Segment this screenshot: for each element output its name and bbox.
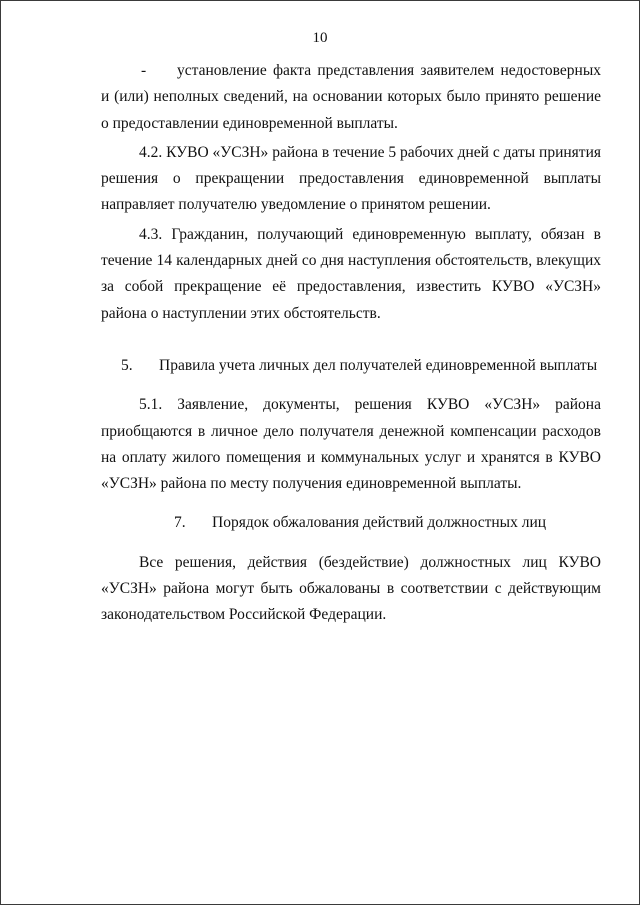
document-body — [101, 58, 601, 629]
section-7-title: Порядок обжалования действий должностных лиц — [212, 514, 547, 532]
section-5-heading — [101, 353, 601, 379]
paragraph-7-body: Все решения, действия (бездействие) должностных лиц КУВО «УСЗН» района могут быть обжалованы в соответствии с действующим законодательством Российской Федерации. — [101, 553, 601, 624]
section-5-title: Правила учета личных дел получателей единовременной выплаты — [159, 356, 598, 374]
paragraph-4-2: 4.2. КУВО «УСЗН» района в течение 5 рабочих дней с даты принятия решения о прекращении предоставления единовременной выплаты направляет получателю уведомление о принятом решении. — [101, 143, 601, 214]
paragraph-4-3: 4.3. Гражданин, получающий единовременную выплату, обязан в течение 14 календарных дней со дня наступления обстоятельств, влекущих за собой прекращение её предоставления, известить КУВО «УСЗН» района о наступлении этих обстоятельств. — [101, 225, 601, 322]
section-7-heading — [101, 510, 601, 536]
paragraph-5-1: 5.1. Заявление, документы, решения КУВО «УСЗН» района приобщаются в личное дело получателя денежной компенсации расходов на оплату жилого помещения и коммунальных услуг и хранятся в КУВО «УСЗН» района по месту получения единовременной выплаты. — [101, 396, 601, 493]
page-number: 10 — [312, 30, 328, 46]
section-5-number: 5. — [121, 356, 133, 374]
list-item-dash — [101, 58, 601, 137]
list-item-text: установление факта представления заявителем недостоверных и (или) неполных сведений, на основании которых было принято решение о предоставлении единовременной выплаты. — [101, 62, 601, 132]
dash-marker: - — [141, 62, 147, 79]
section-7-number: 7. — [174, 514, 186, 532]
